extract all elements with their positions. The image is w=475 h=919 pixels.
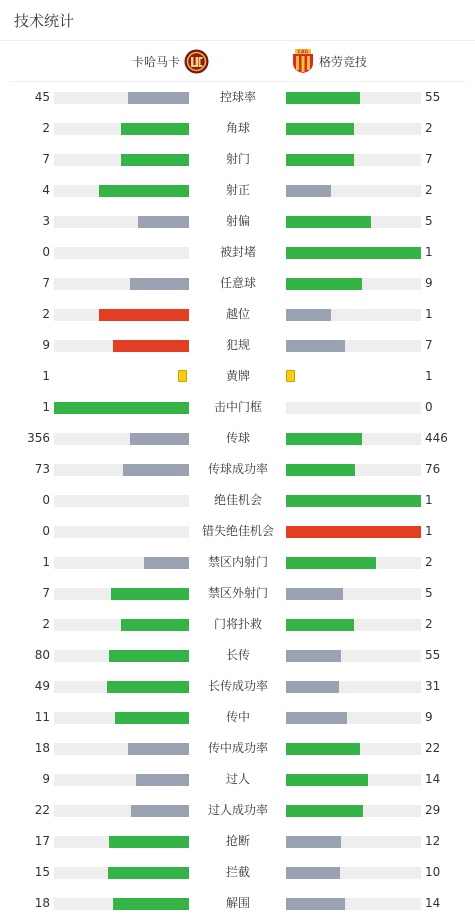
away-stat-bar-fill xyxy=(286,340,345,352)
away-stat-bar-fill xyxy=(286,836,341,848)
away-stat-bar xyxy=(286,805,421,817)
away-stat-value: 76 xyxy=(425,462,441,476)
stat-label: 传球成功率 xyxy=(207,462,268,476)
home-stat-bar xyxy=(54,123,189,135)
stat-row xyxy=(0,516,475,547)
away-stat-value: 9 xyxy=(425,710,433,724)
home-stat-bar-fill xyxy=(99,185,189,197)
away-stat-bar xyxy=(286,402,421,414)
away-stat-value: 29 xyxy=(425,803,441,817)
stat-row xyxy=(0,299,475,330)
away-stat-bar xyxy=(286,619,421,631)
stat-row xyxy=(0,485,475,516)
svg-text:CAG: CAG xyxy=(297,50,309,56)
stat-label: 击中门框 xyxy=(213,400,262,414)
away-stat-value: 14 xyxy=(425,896,441,910)
home-stat-bar xyxy=(54,650,189,662)
home-stat-bar xyxy=(54,185,189,197)
home-stat-bar xyxy=(54,216,189,228)
away-stat-bar-fill xyxy=(286,743,360,755)
home-stat-bar-fill xyxy=(130,278,189,290)
stat-row xyxy=(0,547,475,578)
stat-label: 控球率 xyxy=(219,90,256,104)
stat-row xyxy=(0,330,475,361)
home-stat-bar xyxy=(54,92,189,104)
home-stat-value: 73 xyxy=(34,462,50,476)
away-stat-bar-fill xyxy=(286,557,376,569)
away-stat-bar xyxy=(286,185,421,197)
stat-row xyxy=(0,361,475,392)
stat-label: 门将扑救 xyxy=(213,617,262,631)
away-stat-bar xyxy=(286,588,421,600)
away-stat-bar-fill xyxy=(286,774,368,786)
stat-label: 越位 xyxy=(225,307,250,321)
away-stat-bar xyxy=(286,123,421,135)
home-stat-bar-fill xyxy=(131,805,189,817)
away-stat-bar-fill xyxy=(286,154,354,166)
home-stat-bar-fill xyxy=(54,402,189,414)
stat-label: 禁区内射门 xyxy=(207,555,268,569)
away-stat-bar xyxy=(286,526,421,538)
stat-label: 过人成功率 xyxy=(207,803,268,817)
stat-row xyxy=(0,826,475,857)
away-stat-bar-fill xyxy=(286,216,371,228)
home-stat-bar-fill xyxy=(109,650,189,662)
home-stat-value: 22 xyxy=(34,803,50,817)
home-stat-value: 18 xyxy=(34,896,50,910)
home-stat-bar xyxy=(54,309,189,321)
stat-row xyxy=(0,175,475,206)
stat-row xyxy=(0,795,475,826)
home-stat-bar-fill xyxy=(113,340,189,352)
home-stat-value: 1 xyxy=(42,369,50,383)
away-stat-bar xyxy=(286,898,421,910)
stat-row xyxy=(0,609,475,640)
away-stat-value: 2 xyxy=(425,617,433,631)
stat-label: 传中成功率 xyxy=(207,741,268,755)
home-stat-bar xyxy=(54,805,189,817)
home-stat-value: 0 xyxy=(42,493,50,507)
home-stat-bar-fill xyxy=(115,712,189,724)
home-stat-bar-fill xyxy=(108,867,189,879)
stat-label: 解围 xyxy=(225,896,250,910)
stat-label: 长传成功率 xyxy=(207,679,268,693)
home-stat-value: 2 xyxy=(42,121,50,135)
away-stat-bar-fill xyxy=(286,867,340,879)
away-stat-value: 1 xyxy=(425,245,433,259)
stat-row xyxy=(0,578,475,609)
away-stat-value: 55 xyxy=(425,90,441,104)
stat-label: 传球 xyxy=(225,431,250,445)
home-stat-bar-fill xyxy=(128,743,189,755)
home-stat-value: 15 xyxy=(34,865,50,879)
stat-row xyxy=(0,113,475,144)
home-stat-value: 7 xyxy=(42,586,50,600)
stat-row xyxy=(0,733,475,764)
home-stat-value: 3 xyxy=(42,214,50,228)
home-stat-bar xyxy=(54,464,189,476)
away-stat-value: 9 xyxy=(425,276,433,290)
away-stat-bar-fill xyxy=(286,526,421,538)
stat-row xyxy=(0,237,475,268)
stat-label: 抢断 xyxy=(225,834,250,848)
away-stat-bar xyxy=(286,681,421,693)
away-stat-bar-fill xyxy=(286,92,360,104)
away-team[interactable] xyxy=(292,41,367,81)
away-stat-bar-fill xyxy=(286,619,354,631)
home-stat-value: 45 xyxy=(34,90,50,104)
home-stat-value: 1 xyxy=(42,555,50,569)
stat-label: 过人 xyxy=(225,772,250,786)
away-team-name: 格劳竞技 xyxy=(319,54,368,69)
home-team-crest-icon xyxy=(184,49,209,74)
stat-label: 犯规 xyxy=(225,338,250,352)
stat-row xyxy=(0,764,475,795)
stat-row xyxy=(0,144,475,175)
home-stat-value: 7 xyxy=(42,152,50,166)
home-stat-value: 2 xyxy=(42,307,50,321)
away-stat-value: 31 xyxy=(425,679,441,693)
away-stat-bar-fill xyxy=(286,433,362,445)
home-stat-bar-fill xyxy=(128,92,189,104)
away-stat-bar xyxy=(286,216,421,228)
stat-label: 错失绝佳机会 xyxy=(201,524,274,538)
away-stat-bar-fill xyxy=(286,464,355,476)
home-team[interactable] xyxy=(132,41,209,81)
home-stat-bar xyxy=(54,402,189,414)
away-stat-value: 2 xyxy=(425,121,433,135)
home-stat-bar-fill xyxy=(144,557,189,569)
stat-label: 射门 xyxy=(225,152,250,166)
home-stat-bar-fill xyxy=(136,774,189,786)
away-stat-bar xyxy=(286,650,421,662)
away-stat-bar xyxy=(286,836,421,848)
stat-row xyxy=(0,206,475,237)
home-stat-bar xyxy=(54,619,189,631)
home-stat-bar-fill xyxy=(121,619,189,631)
away-stat-bar-fill xyxy=(286,712,347,724)
home-stat-bar-fill xyxy=(138,216,189,228)
away-stat-bar xyxy=(286,867,421,879)
home-stat-value: 11 xyxy=(34,710,50,724)
home-stat-value: 4 xyxy=(42,183,50,197)
stat-label: 任意球 xyxy=(219,276,256,290)
away-stat-value: 0 xyxy=(425,400,433,414)
stat-label: 被封堵 xyxy=(219,245,256,259)
stat-label: 传中 xyxy=(225,710,250,724)
home-stat-bar xyxy=(54,743,189,755)
home-stat-bar xyxy=(54,557,189,569)
home-stat-value: 2 xyxy=(42,617,50,631)
home-stat-bar xyxy=(54,340,189,352)
away-stat-bar-fill xyxy=(286,681,339,693)
home-stat-value: 9 xyxy=(42,338,50,352)
yellow-card-icon xyxy=(178,370,187,382)
home-stat-value: 0 xyxy=(42,245,50,259)
away-stat-value: 1 xyxy=(425,369,433,383)
stat-row xyxy=(0,268,475,299)
away-stat-bar xyxy=(286,154,421,166)
home-stat-bar xyxy=(54,154,189,166)
away-stat-value: 55 xyxy=(425,648,441,662)
stat-row xyxy=(0,702,475,733)
away-team-crest-icon xyxy=(292,48,314,74)
home-stat-value: 17 xyxy=(34,834,50,848)
away-stat-bar-fill xyxy=(286,588,343,600)
stat-label: 角球 xyxy=(225,121,250,135)
away-stat-bar xyxy=(286,712,421,724)
away-stat-value: 1 xyxy=(425,307,433,321)
away-stat-bar-fill xyxy=(286,898,345,910)
away-stat-value: 1 xyxy=(425,524,433,538)
away-stat-value: 14 xyxy=(425,772,441,786)
home-stat-bar xyxy=(54,898,189,910)
home-stat-bar xyxy=(54,712,189,724)
home-stat-bar-fill xyxy=(123,464,189,476)
away-stat-bar-fill xyxy=(286,309,331,321)
home-stat-bar-fill xyxy=(113,898,189,910)
away-stat-value: 7 xyxy=(425,338,433,352)
away-stat-bar xyxy=(286,743,421,755)
away-stat-bar-fill xyxy=(286,495,421,507)
stat-row xyxy=(0,454,475,485)
away-stat-bar xyxy=(286,309,421,321)
home-stat-bar-fill xyxy=(121,154,189,166)
home-team-name: 卡哈马卡 xyxy=(131,54,180,69)
home-stat-bar xyxy=(54,278,189,290)
stats-header xyxy=(0,0,475,41)
stat-label: 绝佳机会 xyxy=(213,493,262,507)
home-stat-bar xyxy=(54,588,189,600)
stat-label: 射正 xyxy=(225,183,250,197)
home-stat-value: 9 xyxy=(42,772,50,786)
home-stat-value: 18 xyxy=(34,741,50,755)
home-stat-bar xyxy=(54,681,189,693)
home-stat-bar xyxy=(54,774,189,786)
away-stat-bar-fill xyxy=(286,123,354,135)
away-stat-value: 1 xyxy=(425,493,433,507)
stat-row xyxy=(0,857,475,888)
stat-label: 射偏 xyxy=(225,214,250,228)
stat-row xyxy=(0,392,475,423)
away-stat-value: 2 xyxy=(425,555,433,569)
stat-row xyxy=(0,888,475,919)
stat-label: 长传 xyxy=(225,648,250,662)
away-stat-bar xyxy=(286,340,421,352)
stat-row xyxy=(0,671,475,702)
away-stat-value: 5 xyxy=(425,586,433,600)
home-stat-bar-fill xyxy=(109,836,189,848)
teams-row xyxy=(10,41,465,82)
home-stat-bar-fill xyxy=(111,588,189,600)
away-stat-bar xyxy=(286,433,421,445)
stat-label: 拦截 xyxy=(225,865,250,879)
away-stat-value: 12 xyxy=(425,834,441,848)
home-stat-bar-fill xyxy=(107,681,189,693)
away-stat-value: 2 xyxy=(425,183,433,197)
page-title: 技术统计 xyxy=(14,11,75,30)
home-stat-value: 356 xyxy=(27,431,50,445)
away-stat-value: 5 xyxy=(425,214,433,228)
away-stat-value: 10 xyxy=(425,865,441,879)
yellow-card-icon xyxy=(286,370,295,382)
home-stat-bar xyxy=(54,526,189,538)
stats-list xyxy=(0,82,475,919)
home-stat-bar xyxy=(54,495,189,507)
away-stat-bar xyxy=(286,774,421,786)
away-stat-value: 7 xyxy=(425,152,433,166)
away-stat-value: 22 xyxy=(425,741,441,755)
home-stat-value: 1 xyxy=(42,400,50,414)
home-stat-value: 7 xyxy=(42,276,50,290)
home-stat-bar xyxy=(54,836,189,848)
away-stat-bar-fill xyxy=(286,185,331,197)
stat-label: 黄牌 xyxy=(225,369,250,383)
home-stat-value: 80 xyxy=(34,648,50,662)
away-stat-bar xyxy=(286,464,421,476)
home-stat-value: 49 xyxy=(34,679,50,693)
away-stat-bar xyxy=(286,557,421,569)
away-stat-bar-fill xyxy=(286,278,362,290)
stat-row xyxy=(0,423,475,454)
home-stat-bar xyxy=(54,433,189,445)
stat-label: 禁区外射门 xyxy=(207,586,268,600)
home-stat-bar-fill xyxy=(121,123,189,135)
away-stat-bar xyxy=(286,92,421,104)
away-stat-bar-fill xyxy=(286,650,341,662)
away-stat-bar xyxy=(286,495,421,507)
away-stat-value: 446 xyxy=(425,431,448,445)
stat-row xyxy=(0,82,475,113)
home-stat-bar xyxy=(54,247,189,259)
stat-row xyxy=(0,640,475,671)
home-stat-bar-fill xyxy=(99,309,189,321)
away-stat-bar xyxy=(286,278,421,290)
away-stat-bar xyxy=(286,247,421,259)
home-stat-bar xyxy=(54,867,189,879)
home-stat-bar-fill xyxy=(130,433,189,445)
away-stat-bar-fill xyxy=(286,805,363,817)
home-stat-value: 0 xyxy=(42,524,50,538)
away-stat-bar-fill xyxy=(286,247,421,259)
